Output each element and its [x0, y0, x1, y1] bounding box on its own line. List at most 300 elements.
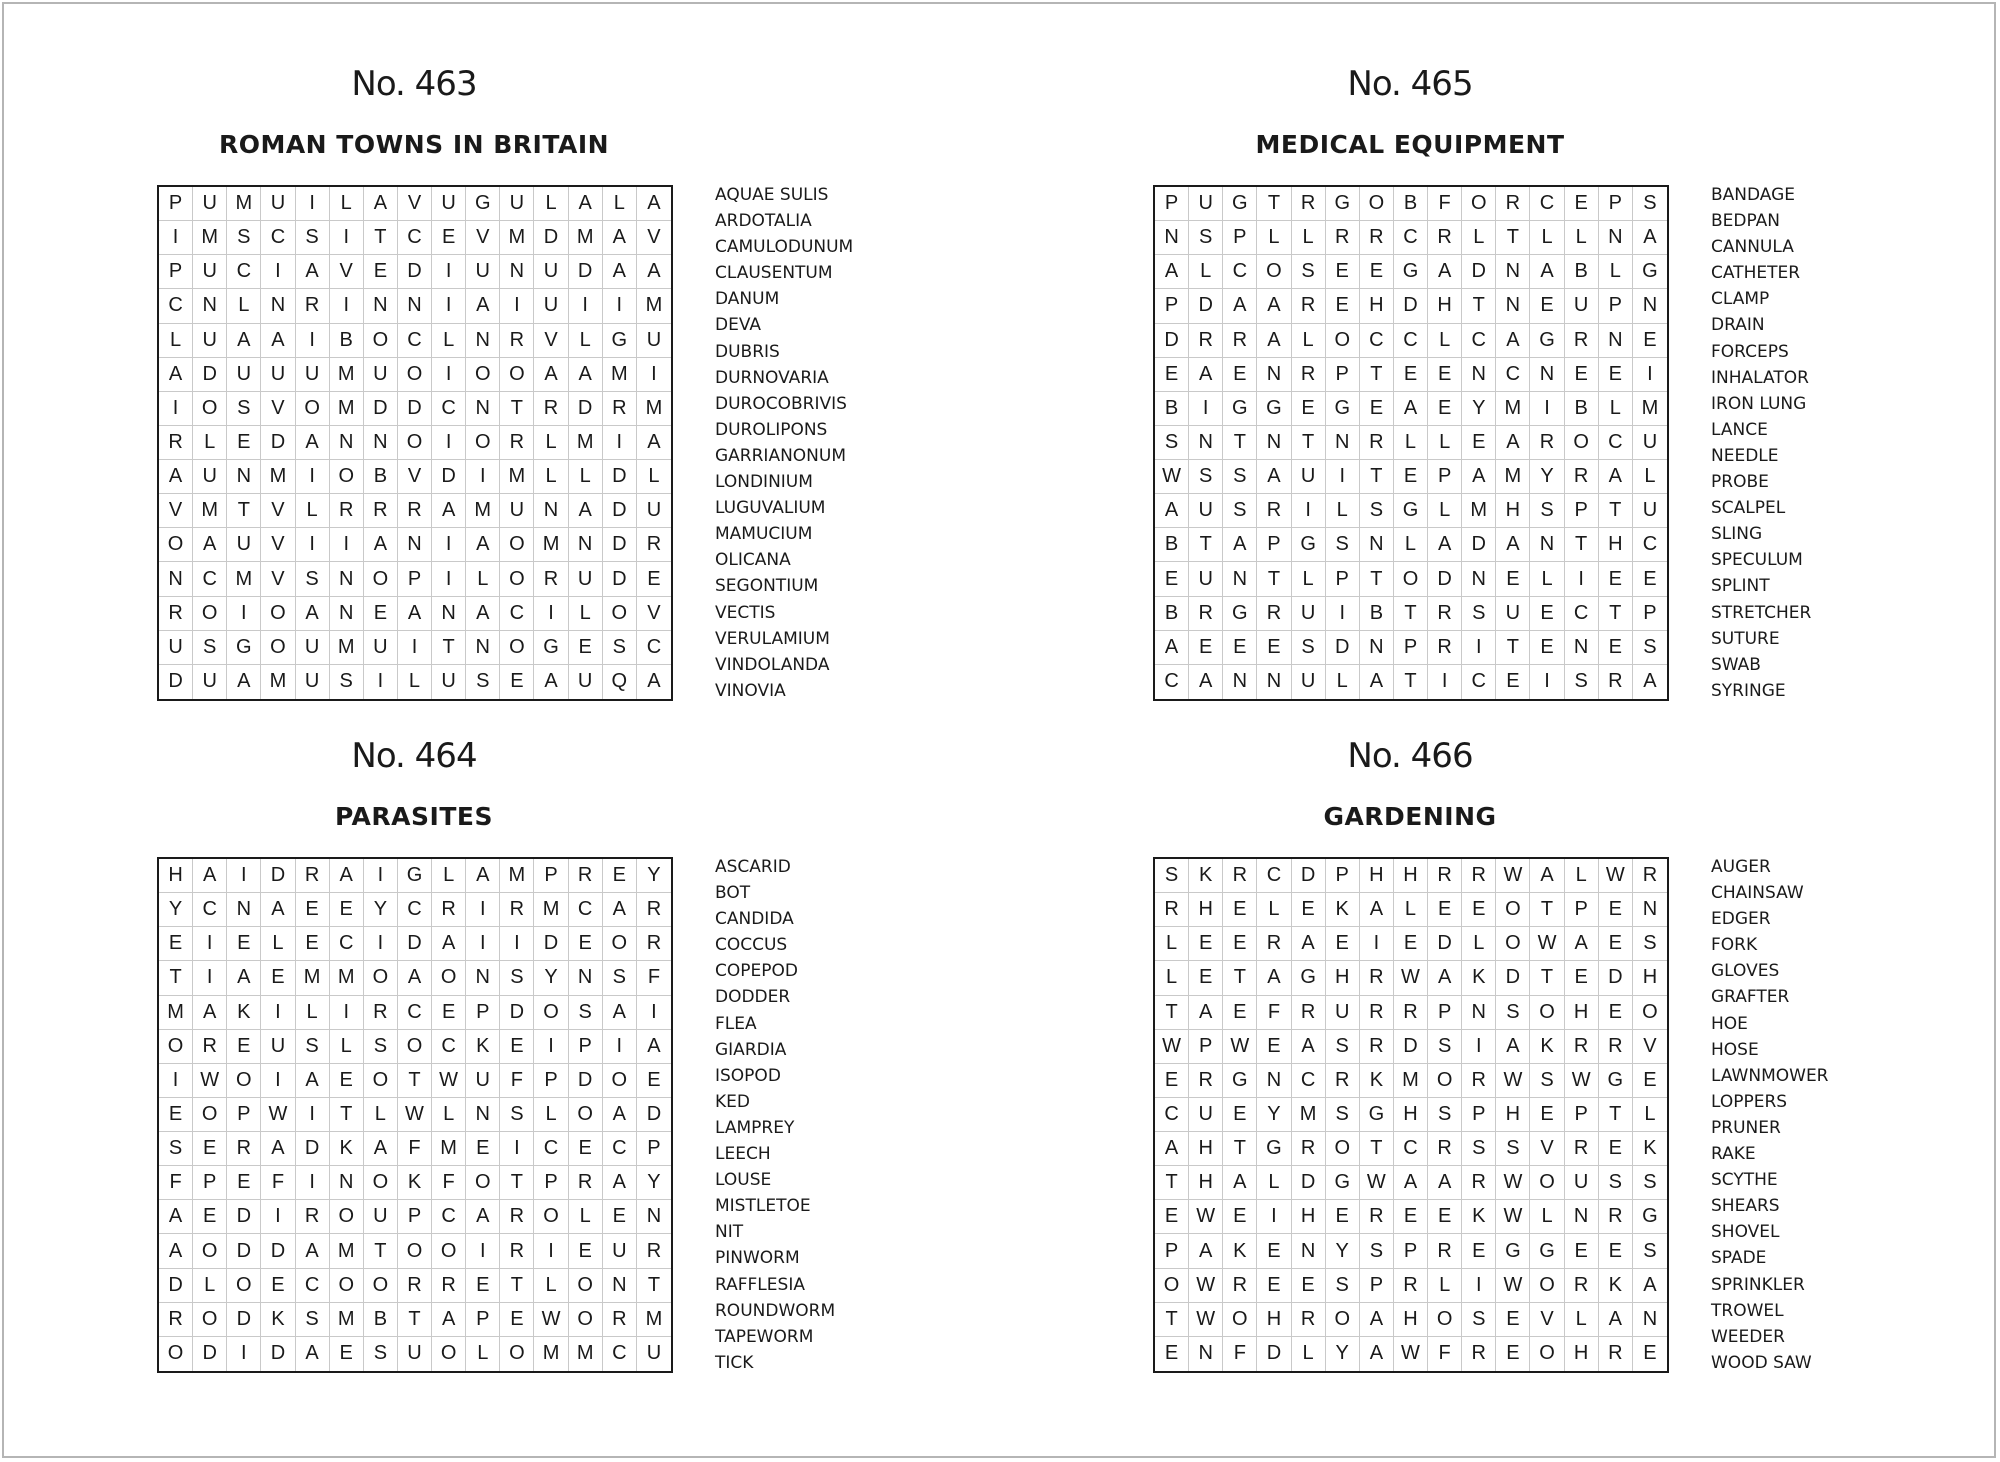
grid-cell[interactable]: A	[466, 859, 500, 893]
grid-cell[interactable]: E	[159, 927, 193, 961]
grid-cell[interactable]: U	[296, 631, 330, 665]
grid-cell[interactable]: S	[603, 631, 637, 665]
grid-cell[interactable]: B	[364, 1303, 398, 1337]
grid-cell[interactable]: A	[1360, 665, 1394, 699]
grid-cell[interactable]: S	[1530, 494, 1564, 528]
grid-cell[interactable]: T	[1530, 961, 1564, 995]
grid-cell[interactable]: E	[1360, 255, 1394, 289]
grid-cell[interactable]: E	[193, 1132, 227, 1166]
grid-cell[interactable]: P	[398, 1200, 432, 1234]
grid-cell[interactable]: C	[1223, 255, 1257, 289]
grid-cell[interactable]: H	[1189, 893, 1223, 927]
grid-cell[interactable]: A	[1292, 1030, 1326, 1064]
grid-cell[interactable]: U	[1189, 562, 1223, 596]
grid-cell[interactable]: K	[1223, 1234, 1257, 1268]
grid-cell[interactable]: I	[603, 426, 637, 460]
grid-cell[interactable]: A	[1428, 961, 1462, 995]
grid-cell[interactable]: C	[330, 927, 364, 961]
grid-cell[interactable]: I	[261, 255, 295, 289]
grid-cell[interactable]: O	[398, 426, 432, 460]
grid-cell[interactable]: D	[398, 927, 432, 961]
grid-cell[interactable]: V	[261, 494, 295, 528]
grid-cell[interactable]: T	[330, 1098, 364, 1132]
grid-cell[interactable]: D	[227, 1303, 261, 1337]
grid-cell[interactable]: O	[159, 528, 193, 562]
grid-cell[interactable]: S	[1633, 631, 1667, 665]
grid-cell[interactable]: R	[1565, 1132, 1599, 1166]
grid-cell[interactable]: U	[193, 255, 227, 289]
grid-cell[interactable]: O	[1155, 1269, 1189, 1303]
grid-cell[interactable]: R	[1394, 1269, 1428, 1303]
grid-cell[interactable]: E	[1292, 893, 1326, 927]
grid-cell[interactable]: C	[398, 221, 432, 255]
grid-cell[interactable]: K	[1360, 1064, 1394, 1098]
grid-cell[interactable]: O	[364, 1269, 398, 1303]
grid-cell[interactable]: M	[1633, 392, 1667, 426]
grid-cell[interactable]: N	[1189, 1337, 1223, 1371]
grid-cell[interactable]: C	[637, 631, 671, 665]
grid-cell[interactable]: E	[432, 221, 466, 255]
grid-cell[interactable]: F	[261, 1166, 295, 1200]
grid-cell[interactable]: A	[159, 1200, 193, 1234]
grid-cell[interactable]: R	[534, 562, 568, 596]
grid-cell[interactable]: R	[569, 859, 603, 893]
grid-cell[interactable]: A	[261, 1132, 295, 1166]
grid-cell[interactable]: G	[1257, 392, 1291, 426]
grid-cell[interactable]: C	[1155, 1098, 1189, 1132]
grid-cell[interactable]: U	[193, 665, 227, 699]
grid-cell[interactable]: S	[1189, 460, 1223, 494]
grid-cell[interactable]: R	[1292, 187, 1326, 221]
grid-cell[interactable]: A	[227, 324, 261, 358]
grid-cell[interactable]: A	[398, 961, 432, 995]
grid-cell[interactable]: O	[569, 1269, 603, 1303]
grid-cell[interactable]: M	[261, 665, 295, 699]
grid-cell[interactable]: L	[1428, 494, 1462, 528]
grid-cell[interactable]: U	[1189, 1098, 1223, 1132]
grid-cell[interactable]: S	[159, 1132, 193, 1166]
grid-cell[interactable]: E	[1394, 1200, 1428, 1234]
grid-cell[interactable]: U	[193, 460, 227, 494]
grid-cell[interactable]: U	[637, 494, 671, 528]
grid-cell[interactable]: I	[1633, 358, 1667, 392]
grid-cell[interactable]: U	[432, 665, 466, 699]
grid-cell[interactable]: A	[1360, 1303, 1394, 1337]
grid-cell[interactable]: E	[637, 1064, 671, 1098]
grid-cell[interactable]: T	[1223, 1132, 1257, 1166]
grid-cell[interactable]: C	[1155, 665, 1189, 699]
grid-cell[interactable]: C	[193, 562, 227, 596]
grid-cell[interactable]: U	[1292, 597, 1326, 631]
grid-cell[interactable]: E	[1599, 562, 1633, 596]
grid-cell[interactable]: H	[1428, 289, 1462, 323]
grid-cell[interactable]: I	[296, 1166, 330, 1200]
grid-cell[interactable]: T	[1394, 665, 1428, 699]
grid-cell[interactable]: O	[193, 597, 227, 631]
grid-cell[interactable]: H	[1599, 528, 1633, 562]
grid-cell[interactable]: C	[398, 324, 432, 358]
grid-cell[interactable]: T	[1155, 1166, 1189, 1200]
grid-cell[interactable]: I	[296, 460, 330, 494]
grid-cell[interactable]: L	[1530, 1200, 1564, 1234]
grid-cell[interactable]: R	[1189, 1064, 1223, 1098]
grid-cell[interactable]: D	[398, 392, 432, 426]
grid-cell[interactable]: S	[1360, 494, 1394, 528]
grid-cell[interactable]: Y	[1462, 392, 1496, 426]
grid-cell[interactable]: M	[1462, 494, 1496, 528]
grid-cell[interactable]: M	[330, 358, 364, 392]
grid-cell[interactable]: E	[364, 255, 398, 289]
grid-cell[interactable]: A	[466, 597, 500, 631]
grid-cell[interactable]: N	[1292, 1234, 1326, 1268]
grid-cell[interactable]: D	[261, 859, 295, 893]
grid-cell[interactable]: I	[603, 1030, 637, 1064]
grid-cell[interactable]: R	[1292, 996, 1326, 1030]
grid-cell[interactable]: K	[330, 1132, 364, 1166]
grid-cell[interactable]: E	[1565, 1234, 1599, 1268]
grid-cell[interactable]: A	[1155, 1132, 1189, 1166]
grid-cell[interactable]: S	[296, 1303, 330, 1337]
grid-cell[interactable]: T	[1155, 996, 1189, 1030]
grid-cell[interactable]: O	[193, 1098, 227, 1132]
grid-cell[interactable]: I	[466, 460, 500, 494]
grid-cell[interactable]: D	[398, 255, 432, 289]
grid-cell[interactable]: O	[261, 631, 295, 665]
grid-cell[interactable]: I	[1189, 392, 1223, 426]
grid-cell[interactable]: A	[1633, 1269, 1667, 1303]
grid-cell[interactable]: U	[1496, 597, 1530, 631]
grid-cell[interactable]: R	[398, 494, 432, 528]
grid-cell[interactable]: L	[330, 187, 364, 221]
grid-cell[interactable]: E	[1189, 961, 1223, 995]
grid-cell[interactable]: U	[193, 324, 227, 358]
grid-cell[interactable]: C	[603, 1337, 637, 1371]
grid-cell[interactable]: I	[1257, 1200, 1291, 1234]
grid-cell[interactable]: O	[1530, 1337, 1564, 1371]
grid-cell[interactable]: N	[330, 426, 364, 460]
grid-cell[interactable]: M	[637, 289, 671, 323]
grid-cell[interactable]: O	[364, 1064, 398, 1098]
grid-cell[interactable]: O	[227, 1269, 261, 1303]
grid-cell[interactable]: S	[1633, 1166, 1667, 1200]
grid-cell[interactable]: W	[1496, 859, 1530, 893]
grid-cell[interactable]: V	[1633, 1030, 1667, 1064]
grid-cell[interactable]: E	[1394, 460, 1428, 494]
grid-cell[interactable]: Y	[1326, 1234, 1360, 1268]
grid-cell[interactable]: F	[398, 1132, 432, 1166]
grid-cell[interactable]: R	[1530, 426, 1564, 460]
grid-cell[interactable]: F	[159, 1166, 193, 1200]
grid-cell[interactable]: V	[1530, 1132, 1564, 1166]
grid-cell[interactable]: U	[1565, 289, 1599, 323]
grid-cell[interactable]: N	[193, 289, 227, 323]
grid-cell[interactable]: W	[1530, 927, 1564, 961]
grid-cell[interactable]: A	[193, 996, 227, 1030]
grid-cell[interactable]: L	[364, 1098, 398, 1132]
grid-cell[interactable]: D	[1394, 289, 1428, 323]
grid-cell[interactable]: E	[1394, 358, 1428, 392]
grid-cell[interactable]: D	[569, 392, 603, 426]
grid-cell[interactable]: I	[432, 358, 466, 392]
grid-cell[interactable]: S	[603, 961, 637, 995]
grid-cell[interactable]: B	[1155, 597, 1189, 631]
grid-cell[interactable]: L	[534, 460, 568, 494]
grid-cell[interactable]: E	[1326, 289, 1360, 323]
grid-cell[interactable]: A	[1155, 494, 1189, 528]
grid-cell[interactable]: T	[1292, 426, 1326, 460]
grid-cell[interactable]: L	[534, 1269, 568, 1303]
grid-cell[interactable]: E	[1428, 893, 1462, 927]
grid-cell[interactable]: R	[364, 494, 398, 528]
grid-cell[interactable]: L	[1155, 927, 1189, 961]
grid-cell[interactable]: R	[1292, 358, 1326, 392]
grid-cell[interactable]: O	[398, 1030, 432, 1064]
grid-cell[interactable]: D	[534, 221, 568, 255]
grid-cell[interactable]: M	[296, 961, 330, 995]
grid-cell[interactable]: E	[569, 1132, 603, 1166]
grid-cell[interactable]: U	[296, 665, 330, 699]
grid-cell[interactable]: T	[1599, 1098, 1633, 1132]
grid-cell[interactable]: R	[500, 1234, 534, 1268]
grid-cell[interactable]: O	[330, 460, 364, 494]
grid-cell[interactable]: T	[1155, 1303, 1189, 1337]
grid-cell[interactable]: N	[466, 1098, 500, 1132]
grid-cell[interactable]: P	[466, 996, 500, 1030]
grid-cell[interactable]: O	[500, 562, 534, 596]
grid-cell[interactable]: R	[398, 1269, 432, 1303]
grid-cell[interactable]: R	[1462, 1337, 1496, 1371]
grid-cell[interactable]: E	[1257, 1234, 1291, 1268]
grid-cell[interactable]: I	[296, 528, 330, 562]
grid-cell[interactable]: L	[1565, 221, 1599, 255]
grid-cell[interactable]: N	[227, 893, 261, 927]
grid-cell[interactable]: A	[1599, 460, 1633, 494]
grid-cell[interactable]: T	[398, 1303, 432, 1337]
grid-cell[interactable]: E	[500, 665, 534, 699]
grid-cell[interactable]: I	[432, 528, 466, 562]
grid-cell[interactable]: A	[1496, 1030, 1530, 1064]
grid-cell[interactable]: G	[398, 859, 432, 893]
grid-cell[interactable]: N	[1633, 1303, 1667, 1337]
grid-cell[interactable]: R	[603, 392, 637, 426]
grid-cell[interactable]: I	[159, 221, 193, 255]
grid-cell[interactable]: P	[193, 1166, 227, 1200]
grid-cell[interactable]: U	[569, 562, 603, 596]
grid-cell[interactable]: O	[466, 426, 500, 460]
grid-cell[interactable]: L	[637, 460, 671, 494]
grid-cell[interactable]: I	[1360, 927, 1394, 961]
grid-cell[interactable]: A	[296, 426, 330, 460]
grid-cell[interactable]: I	[1530, 392, 1564, 426]
grid-cell[interactable]: K	[466, 1030, 500, 1064]
grid-cell[interactable]: E	[296, 893, 330, 927]
grid-cell[interactable]: E	[330, 1337, 364, 1371]
grid-cell[interactable]: M	[1292, 1098, 1326, 1132]
grid-cell[interactable]: O	[193, 1303, 227, 1337]
grid-cell[interactable]: W	[1599, 859, 1633, 893]
grid-cell[interactable]: U	[1633, 426, 1667, 460]
grid-cell[interactable]: H	[1189, 1166, 1223, 1200]
grid-cell[interactable]: M	[1496, 392, 1530, 426]
grid-cell[interactable]: U	[227, 358, 261, 392]
grid-cell[interactable]: L	[193, 426, 227, 460]
grid-cell[interactable]: T	[159, 961, 193, 995]
grid-cell[interactable]: K	[1326, 893, 1360, 927]
grid-cell[interactable]: A	[1428, 1166, 1462, 1200]
grid-cell[interactable]: E	[330, 1064, 364, 1098]
grid-cell[interactable]: I	[1292, 494, 1326, 528]
grid-cell[interactable]: T	[500, 1269, 534, 1303]
grid-cell[interactable]: K	[227, 996, 261, 1030]
grid-cell[interactable]: I	[637, 358, 671, 392]
grid-cell[interactable]: D	[1394, 1030, 1428, 1064]
grid-cell[interactable]: N	[1223, 562, 1257, 596]
grid-cell[interactable]: A	[569, 358, 603, 392]
grid-cell[interactable]: W	[1189, 1303, 1223, 1337]
grid-cell[interactable]: R	[534, 392, 568, 426]
grid-cell[interactable]: R	[500, 324, 534, 358]
grid-cell[interactable]: S	[364, 1030, 398, 1064]
grid-cell[interactable]: R	[1428, 1234, 1462, 1268]
grid-cell[interactable]: N	[466, 324, 500, 358]
grid-cell[interactable]: E	[1155, 358, 1189, 392]
grid-cell[interactable]: S	[1428, 1030, 1462, 1064]
grid-cell[interactable]: P	[1189, 1030, 1223, 1064]
grid-cell[interactable]: P	[637, 1132, 671, 1166]
grid-cell[interactable]: R	[1257, 494, 1291, 528]
grid-cell[interactable]: A	[296, 597, 330, 631]
grid-cell[interactable]: L	[1257, 221, 1291, 255]
grid-cell[interactable]: C	[1394, 221, 1428, 255]
grid-cell[interactable]: G	[1530, 1234, 1564, 1268]
grid-cell[interactable]: E	[1496, 562, 1530, 596]
grid-cell[interactable]: T	[500, 1166, 534, 1200]
grid-cell[interactable]: C	[1599, 426, 1633, 460]
grid-cell[interactable]: S	[569, 996, 603, 1030]
grid-cell[interactable]: U	[1292, 665, 1326, 699]
grid-cell[interactable]: O	[1462, 187, 1496, 221]
grid-cell[interactable]: A	[1189, 665, 1223, 699]
grid-cell[interactable]: U	[534, 255, 568, 289]
grid-cell[interactable]: G	[1530, 324, 1564, 358]
grid-cell[interactable]: T	[364, 221, 398, 255]
grid-cell[interactable]: R	[1428, 597, 1462, 631]
grid-cell[interactable]: U	[534, 289, 568, 323]
grid-cell[interactable]: P	[1599, 187, 1633, 221]
grid-cell[interactable]: A	[296, 1337, 330, 1371]
grid-cell[interactable]: I	[193, 927, 227, 961]
grid-cell[interactable]: S	[1496, 996, 1530, 1030]
grid-cell[interactable]: R	[1599, 1030, 1633, 1064]
grid-cell[interactable]: L	[432, 859, 466, 893]
grid-cell[interactable]: W	[193, 1064, 227, 1098]
grid-cell[interactable]: D	[1189, 289, 1223, 323]
grid-cell[interactable]: E	[1223, 631, 1257, 665]
grid-cell[interactable]: A	[1394, 392, 1428, 426]
grid-cell[interactable]: H	[1565, 996, 1599, 1030]
grid-cell[interactable]: O	[1257, 255, 1291, 289]
grid-cell[interactable]: S	[1189, 221, 1223, 255]
grid-cell[interactable]: N	[1633, 893, 1667, 927]
grid-cell[interactable]: C	[500, 597, 534, 631]
grid-cell[interactable]: D	[1599, 961, 1633, 995]
grid-cell[interactable]: G	[1394, 255, 1428, 289]
grid-cell[interactable]: S	[1155, 859, 1189, 893]
grid-cell[interactable]: Y	[1326, 1337, 1360, 1371]
grid-cell[interactable]: M	[534, 1337, 568, 1371]
grid-cell[interactable]: K	[1530, 1030, 1564, 1064]
grid-cell[interactable]: A	[569, 494, 603, 528]
grid-cell[interactable]: C	[534, 1132, 568, 1166]
grid-cell[interactable]: N	[637, 1200, 671, 1234]
grid-cell[interactable]: N	[1257, 426, 1291, 460]
grid-cell[interactable]: F	[500, 1064, 534, 1098]
grid-cell[interactable]: S	[1326, 1030, 1360, 1064]
grid-cell[interactable]: L	[1394, 528, 1428, 562]
grid-cell[interactable]: L	[193, 1269, 227, 1303]
grid-cell[interactable]: A	[637, 1030, 671, 1064]
grid-cell[interactable]: O	[1633, 996, 1667, 1030]
grid-cell[interactable]: O	[1530, 1269, 1564, 1303]
grid-cell[interactable]: E	[1223, 358, 1257, 392]
grid-cell[interactable]: T	[1565, 528, 1599, 562]
grid-cell[interactable]: A	[603, 893, 637, 927]
grid-cell[interactable]: V	[398, 187, 432, 221]
grid-cell[interactable]: D	[569, 1064, 603, 1098]
grid-cell[interactable]: C	[1462, 324, 1496, 358]
grid-cell[interactable]: E	[1599, 1132, 1633, 1166]
grid-cell[interactable]: D	[193, 1337, 227, 1371]
grid-cell[interactable]: U	[261, 1030, 295, 1064]
grid-cell[interactable]: D	[1326, 631, 1360, 665]
grid-cell[interactable]: G	[1223, 597, 1257, 631]
grid-cell[interactable]: E	[1223, 996, 1257, 1030]
grid-cell[interactable]: E	[1599, 996, 1633, 1030]
grid-cell[interactable]: R	[193, 1030, 227, 1064]
grid-cell[interactable]: U	[364, 1200, 398, 1234]
grid-cell[interactable]: A	[1257, 324, 1291, 358]
grid-cell[interactable]: A	[603, 221, 637, 255]
grid-cell[interactable]: T	[227, 494, 261, 528]
grid-cell[interactable]: O	[1223, 1303, 1257, 1337]
grid-cell[interactable]: U	[432, 187, 466, 221]
grid-cell[interactable]: O	[569, 1303, 603, 1337]
grid-cell[interactable]: W	[1360, 1166, 1394, 1200]
grid-cell[interactable]: E	[569, 631, 603, 665]
grid-cell[interactable]: A	[534, 358, 568, 392]
grid-cell[interactable]: M	[534, 528, 568, 562]
grid-cell[interactable]: U	[227, 528, 261, 562]
grid-cell[interactable]: N	[1530, 358, 1564, 392]
grid-cell[interactable]: N	[364, 426, 398, 460]
grid-cell[interactable]: L	[1394, 426, 1428, 460]
grid-cell[interactable]: E	[1326, 927, 1360, 961]
grid-cell[interactable]: E	[1496, 1337, 1530, 1371]
grid-cell[interactable]: N	[1257, 358, 1291, 392]
grid-cell[interactable]: D	[603, 460, 637, 494]
grid-cell[interactable]: I	[1462, 1030, 1496, 1064]
grid-cell[interactable]: S	[1633, 187, 1667, 221]
grid-cell[interactable]: A	[364, 1132, 398, 1166]
grid-cell[interactable]: W	[1496, 1200, 1530, 1234]
grid-cell[interactable]: L	[1565, 1303, 1599, 1337]
grid-cell[interactable]: N	[466, 392, 500, 426]
grid-cell[interactable]: W	[1155, 1030, 1189, 1064]
grid-cell[interactable]: R	[569, 1166, 603, 1200]
grid-cell[interactable]: I	[1530, 665, 1564, 699]
grid-cell[interactable]: E	[227, 1166, 261, 1200]
grid-cell[interactable]: E	[1155, 562, 1189, 596]
